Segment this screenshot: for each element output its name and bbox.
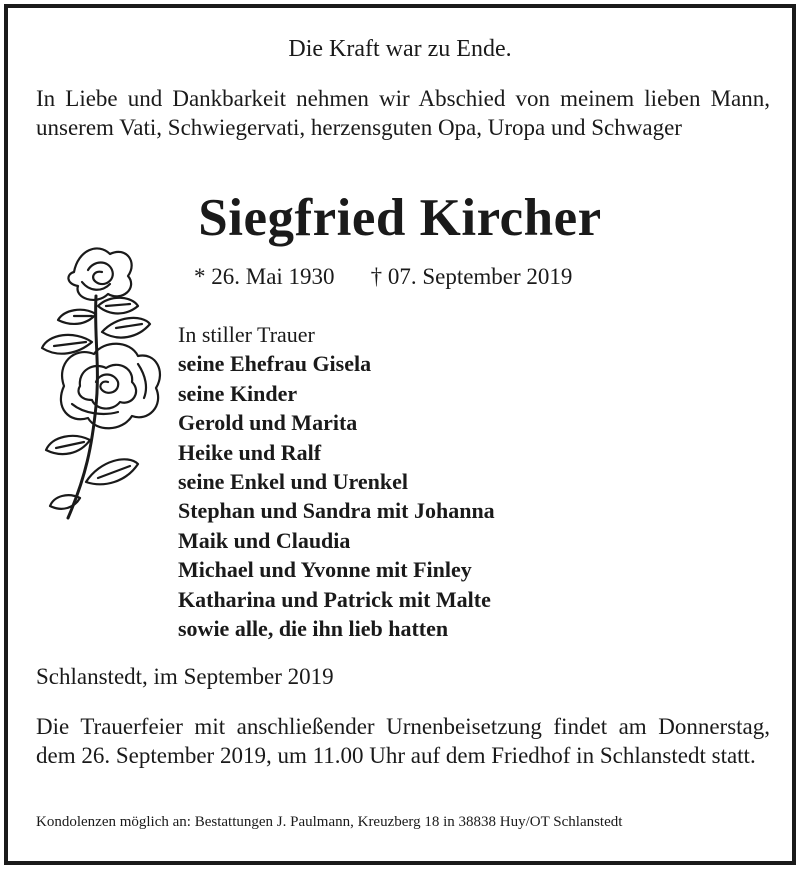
mourners-list [178, 320, 598, 643]
mourner-line: Maik und Claudia [178, 527, 351, 553]
mourner-line: sowie alle, die ihn lieb hatten [178, 616, 449, 642]
obituary-notice [4, 4, 796, 865]
intro-text: In Liebe und Dankbarkeit nehmen wir Abschied von meinem lieben Mann, unserem Vati, Schwiegervati, herzensguten Opa, Uropa und Schwager [36, 86, 770, 140]
rose-icon [34, 236, 168, 528]
mourner-line: seine Enkel und Urenkel [178, 469, 409, 495]
mourner-line: Heike und Ralf [178, 439, 322, 465]
mourner-line: seine Ehefrau Gisela [178, 351, 372, 377]
death-date: † 07. September 2019 [370, 264, 573, 289]
mourners-lead: In stiller Trauer [178, 322, 315, 347]
ceremony-text: Die Trauerfeier mit anschließender Urnenbeisetzung findet am Donnerstag, dem 26. September 2019, um 11.00 Uhr auf dem Friedhof in Schlanstedt statt. [36, 714, 770, 768]
condolences-note: Kondolenzen möglich an: Bestattungen J. Paulmann, Kreuzberg 18 in 38838 Huy/OT Schlanstedt [36, 814, 623, 830]
life-dates [194, 264, 572, 290]
mourner-line: seine Kinder [178, 380, 298, 406]
deceased-name: Siegfried Kircher [198, 189, 602, 247]
mourner-line: Gerold und Marita [178, 410, 358, 436]
mourner-line: Michael und Yvonne mit Finley [178, 557, 472, 583]
mourner-line: Katharina und Patrick mit Malte [178, 586, 491, 612]
mourner-line: Stephan und Sandra mit Johanna [178, 498, 495, 524]
place-date: Schlanstedt, im September 2019 [36, 664, 334, 689]
birth-date: * 26. Mai 1930 [194, 264, 335, 289]
motto: Die Kraft war zu Ende. [288, 36, 512, 62]
